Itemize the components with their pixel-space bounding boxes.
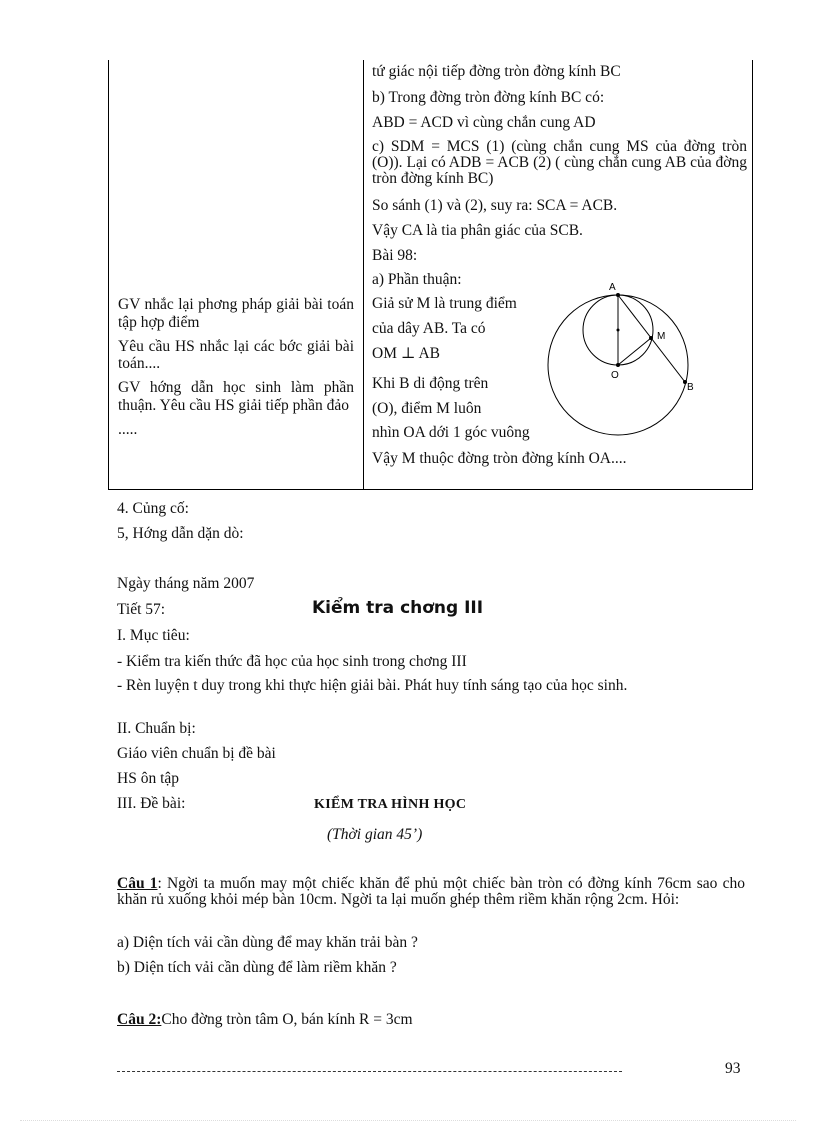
question-2: [117, 1011, 413, 1029]
left-note-1: GV nhắc lại phơng pháp giải bài toán tập hợp điểm: [118, 296, 354, 331]
question-2-label: Câu 2:: [117, 1011, 162, 1028]
objectives-heading: I. Mục tiêu:: [117, 627, 190, 644]
cua-day-line: của dây AB. Ta có: [372, 320, 486, 337]
right-line-5: So sánh (1) và (2), suy ra: SCA = ACB.: [372, 197, 618, 214]
point-a: [616, 293, 620, 297]
label-b: B: [687, 382, 694, 393]
column-divider: [363, 60, 364, 489]
right-line-6: Vậy CA là tia phân giác của SCB.: [372, 222, 583, 239]
footer-separator: [117, 1071, 622, 1072]
phan-thuan-label: a) Phần thuận:: [372, 271, 462, 288]
right-line-2: b) Trong đờng tròn đờng kính BC có:: [372, 89, 605, 106]
question-1-label: Câu 1: [117, 875, 158, 892]
bai-98-label: Bài 98:: [372, 247, 418, 264]
exam-title: KIỂM TRA HÌNH HỌC: [314, 797, 467, 812]
lesson-title: Kiểm tra chơng III: [312, 598, 484, 618]
center-inner: [617, 329, 620, 332]
point-o: [616, 363, 620, 367]
question-1b: b) Diện tích vải cần dùng để làm riềm khăn ?: [117, 959, 397, 976]
right-line-3: ABD = ACD vì cùng chắn cung AD: [372, 114, 596, 131]
exam-heading: III. Đề bài:: [117, 795, 186, 812]
khi-b-line: Khi B di động trên: [372, 375, 489, 392]
question-1: [117, 876, 745, 908]
right-para-c: c) SDM = MCS (1) (cùng chắn cung MS của đờng tròn (O)). Lại có ADB = ACB (2) ( cùng chắn cung AB của đờng tròn đờng kính BC): [372, 138, 747, 187]
huong-dan-heading: 5, Hớng dẫn dặn dò:: [117, 525, 244, 542]
vay-m-line: Vậy M thuộc đờng tròn đờng kính OA....: [372, 450, 627, 467]
date-line: Ngày tháng năm 2007: [117, 575, 255, 592]
preparation-1: Giáo viên chuẩn bị đề bài: [117, 745, 276, 762]
lesson-table: [108, 60, 753, 490]
preparation-heading: II. Chuẩn bị:: [117, 720, 196, 737]
label-m: M: [657, 331, 666, 342]
page-bottom-edge: [20, 1120, 796, 1121]
left-note-3: GV hớng dẫn học sinh làm phần thuận. Yêu cầu HS giải tiếp phần đảo: [118, 379, 354, 415]
right-line-1: tứ giác nội tiếp đờng tròn đờng kính BC: [372, 63, 621, 80]
o-diem-line: (O), điểm M luôn: [372, 400, 482, 417]
page-number: 93: [725, 1060, 741, 1077]
teacher-activities-column: [118, 296, 354, 445]
preparation-2: HS ôn tập: [117, 770, 179, 787]
gia-su-line: Giả sử M là trung điểm: [372, 295, 517, 312]
left-note-2: Yêu cầu HS nhắc lại các bớc giải bài toán....: [118, 337, 354, 373]
objective-1: - Kiểm tra kiến thức đã học của học sinh trong chơng III: [117, 653, 467, 670]
objective-2: - Rèn luyện t duy trong khi thực hiện giải bài. Phát huy tính sáng tạo của học sinh.: [117, 677, 628, 694]
point-m: [649, 336, 653, 340]
left-note-4: .....: [118, 420, 138, 438]
question-2-text: Cho đờng tròn tâm O, bán kính R = 3cm: [161, 1011, 413, 1028]
label-a: A: [609, 282, 616, 293]
geometry-figure: [539, 278, 699, 438]
om-perp-ab-line: OM ⊥ AB: [372, 345, 440, 362]
question-1a: a) Diện tích vải cần dùng để may khăn trải bàn ?: [117, 934, 418, 951]
nhin-line: nhìn OA dới 1 góc vuông: [372, 424, 530, 441]
exam-duration: (Thời gian 45’): [327, 826, 423, 843]
label-o: O: [611, 370, 619, 381]
question-1-text: : Ngời ta muốn may một chiếc khăn để phủ một chiếc bàn tròn có đờng kính 76cm sao cho khăn rủ xuống khỏi mép bàn 10cm. Ngời ta lại muốn ghép thêm riềm khăn rộng 2cm. Hỏi:: [117, 875, 745, 908]
lesson-number: Tiết 57:: [117, 601, 166, 618]
cung-co-heading: 4. Củng cố:: [117, 500, 189, 517]
